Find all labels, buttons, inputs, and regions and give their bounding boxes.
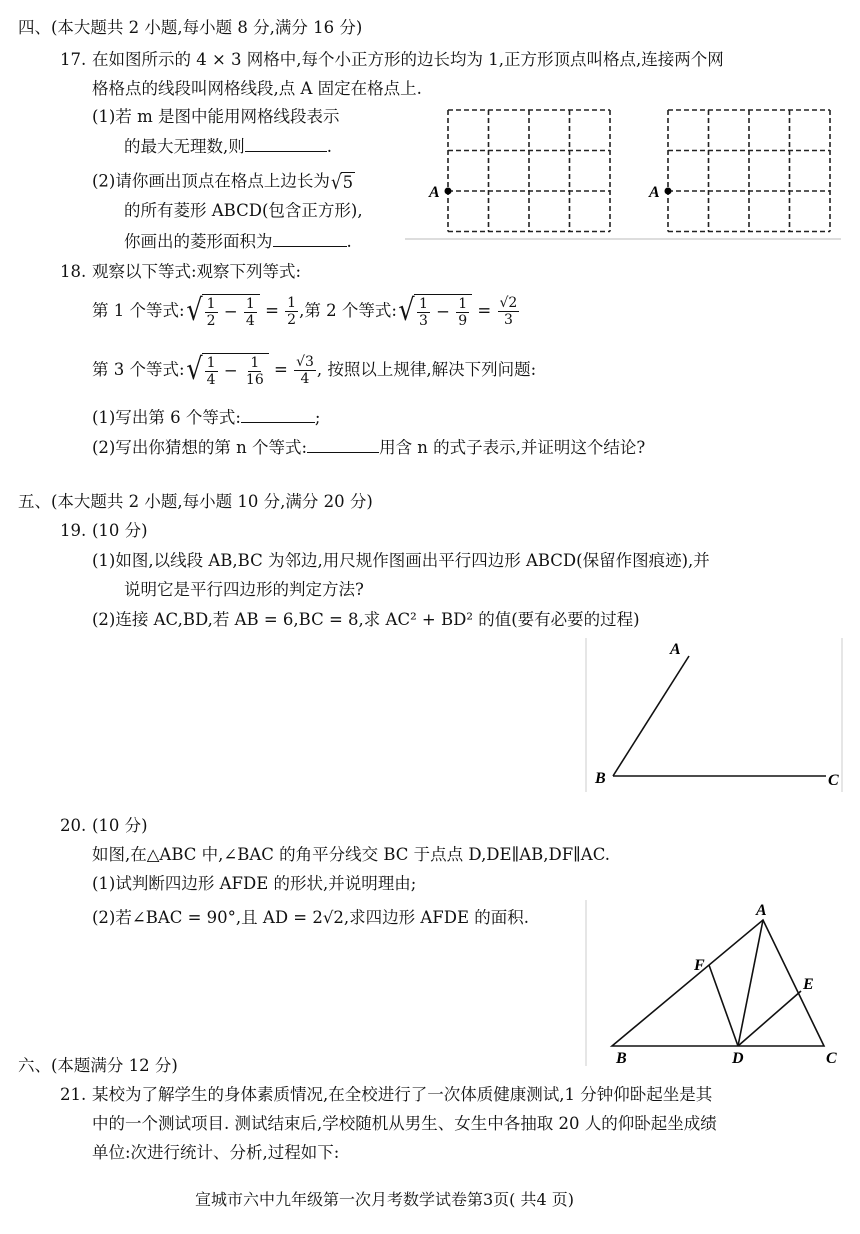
q17-grid-figures [400,100,845,245]
label-e: E [803,976,814,993]
label-a: A [670,641,681,658]
section-6-heading: 六、(本题满分 12 分) [18,1056,178,1075]
q19-part1-b: 说明它是平行四边形的判定方法? [124,580,364,599]
label-a: A [649,184,660,201]
q20-number: 20. [60,816,87,835]
triangle-abc [612,920,824,1046]
q19-number: 19. [60,521,87,540]
section-5-heading: 五、(本大题共 2 小题,每小题 10 分,满分 20 分) [18,492,373,511]
label-b: B [595,770,606,787]
point-a-dot [665,188,672,195]
q20-figure [588,900,846,1068]
q17-line2: 格格点的线段叫网格线段,点 A 固定在格点上. [92,79,422,98]
label-c: C [828,772,839,789]
q19-score: (10 分) [92,521,148,540]
q21-line1: 某校为了解学生的身体素质情况,在全校进行了一次体质健康测试,1 分钟仰卧起坐是其 [92,1085,713,1104]
grid-right [665,110,831,232]
q17-line1: 在如图所示的 4 × 3 网格中,每个小正方形的边长均为 1,正方形顶点叫格点,连接两个网 [92,50,724,69]
label-c: C [826,1050,837,1067]
label-a: A [429,184,440,201]
label-f: F [694,957,705,974]
q19-part1-a: (1)如图,以线段 AB,BC 为邻边,用尺规作图画出平行四边形 ABCD(保留作图痕迹),并 [92,551,710,570]
q17-part2-b: 的所有菱形 ABCD(包含正方形), [124,201,363,220]
q18-intro: 观察以下等式:观察下列等式: [92,262,302,281]
q17-part1-a: (1)若 m 是图中能用网格线段表示 [92,107,340,126]
q17-part2-a: (2)请你画出顶点在格点上边长为 √ 5 [92,170,354,194]
q21-line3: 单位:次进行统计、分析,过程如下: [92,1143,340,1162]
q17-part2-c: 你画出的菱形面积为 . [124,232,352,251]
sqrt-5: √ 5 [330,170,354,194]
q20-score: (10 分) [92,816,148,835]
q19-part2: (2)连接 AC,BD,若 AB = 6,BC = 8,求 AC² + BD² 的值(要有必要的过程) [92,610,640,629]
answer-blank[interactable] [273,232,347,247]
q17-part1-b: 的最大无理数,则 . [124,137,332,156]
answer-blank[interactable] [245,137,327,152]
label-d: D [732,1050,744,1067]
label-b: B [616,1050,627,1067]
segment-df [709,965,738,1046]
point-a-dot [445,188,452,195]
segment-ab [613,656,689,776]
q21-line2: 中的一个测试项目. 测试结束后,学校随机从男生、女生中各抽取 20 人的仰卧起坐成绩 [92,1114,717,1133]
answer-blank[interactable] [307,438,379,453]
q19-figure [588,638,848,796]
answer-blank[interactable] [241,408,315,423]
q20-part1: (1)试判断四边形 AFDE 的形状,并说明理由; [92,874,417,893]
q18-part2: (2)写出你猜想的第 n 个等式: 用含 n 的式子表示,并证明这个结论? [92,438,646,457]
q18-number: 18. [60,262,87,281]
q18-part1: (1)写出第 6 个等式: ; [92,408,321,427]
q18-equation-row-1: 第 1 个等式: √ 1 2 − 1 4 = 1 2 ,第 2 个等式: √ 1 3 − 1 9 = √2 3 [92,293,518,329]
q18-equation-row-2: 第 3 个等式: √ 1 4 − 1 16 = √3 4 , 按照以上规律,解决下列问题: [92,352,537,388]
q21-number: 21. [60,1085,87,1104]
label-a: A [756,902,767,919]
page-footer: 宣城市六中九年级第一次月考数学试卷第3页( 共4 页) [195,1190,575,1209]
grid-left [445,110,611,232]
q20-part2: (2)若∠BAC = 90°,且 AD = 2√2,求四边形 AFDE 的面积. [92,908,530,927]
q17-number: 17. [60,50,87,69]
section-4-heading: 四、(本大题共 2 小题,每小题 8 分,满分 16 分) [18,18,363,37]
q20-line1: 如图,在△ABC 中,∠BAC 的角平分线交 BC 于点点 D,DE∥AB,DF∥AC. [92,845,610,864]
